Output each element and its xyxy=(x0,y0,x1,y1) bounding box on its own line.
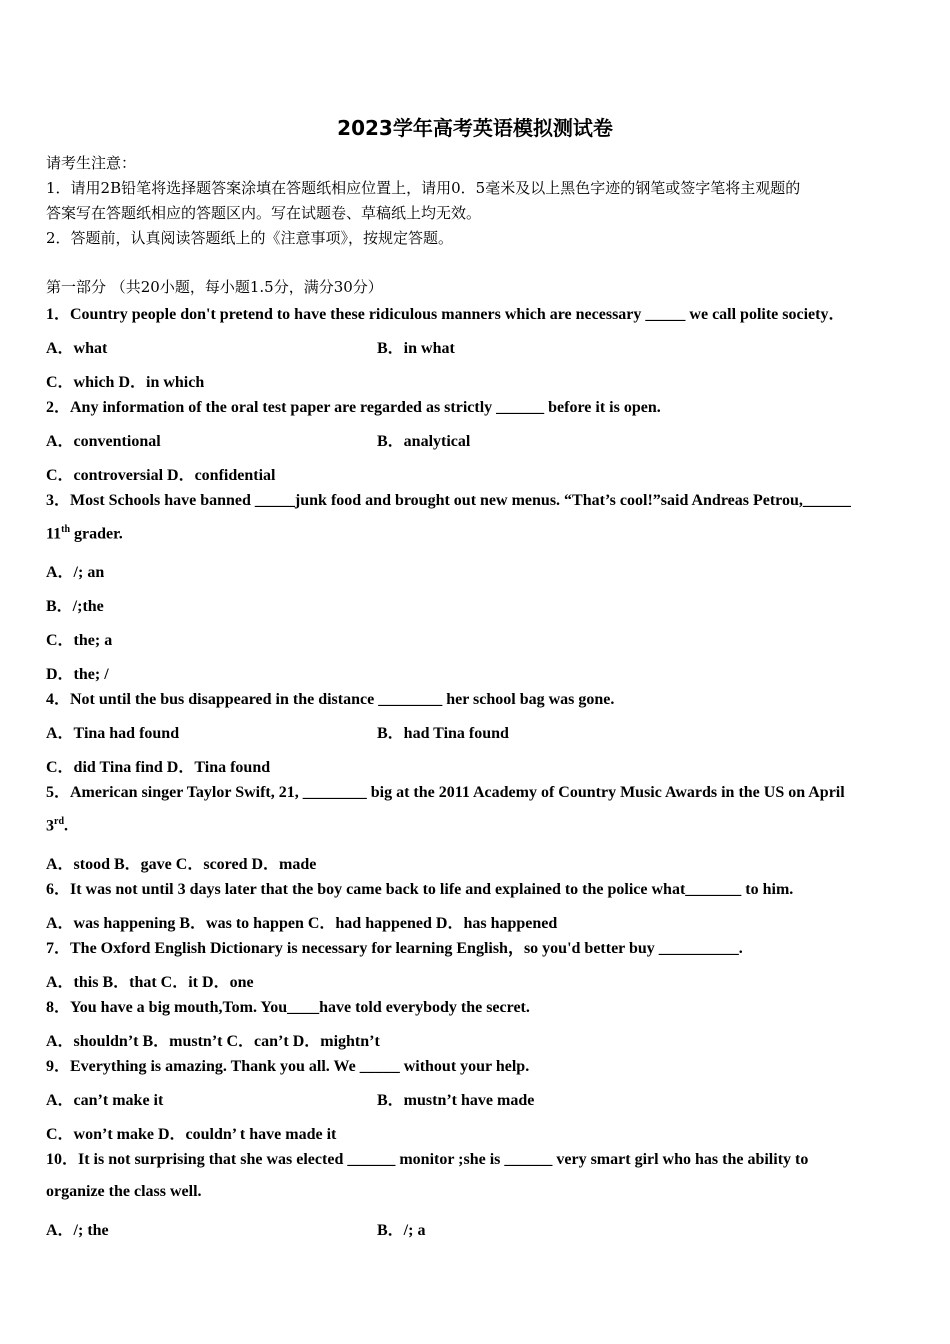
question-3-stem-continued: 11th grader. xyxy=(46,524,123,543)
question-1-option-b: B．in what xyxy=(377,340,455,357)
question-2-stem: 2．Any information of the oral test paper are regarded as strictly ______ before it is open. xyxy=(46,399,661,416)
question-10-option-b: B．/; a xyxy=(377,1222,426,1239)
question-10-stem: 10．It is not surprising that she was elected ______ monitor ;she is ______ very smart girl who has the ability to xyxy=(46,1151,809,1168)
question-7-options: A．this B．that C．it D．one xyxy=(46,974,254,991)
question-10-option-a: A．/; the xyxy=(46,1222,109,1239)
question-9-stem: 9．Everything is amazing. Thank you all. We _____ without your help. xyxy=(46,1058,530,1075)
question-4-option-a: A．Tina had found xyxy=(46,725,180,742)
notice-line-1: 1．请用2B铅笔将选择题答案涂填在答题纸相应位置上，请用0．5毫米及以上黑色字迹的钢笔或签字笔将主观题的 xyxy=(46,179,801,197)
question-3-stem: 3．Most Schools have banned _____junk food and brought out new menus. “That’s cool!”said Andreas Petrou,______ xyxy=(46,492,851,509)
question-5-stem-continued: 3rd. xyxy=(46,816,68,835)
question-5-options: A．stood B．gave C．scored D．made xyxy=(46,856,317,873)
question-4-options-cd: C．did Tina find D．Tina found xyxy=(46,759,271,776)
question-3-option-c: C．the; a xyxy=(46,632,113,649)
question-3-option-b: B．/;the xyxy=(46,598,104,615)
question-8-options: A．shouldn’t B．mustn’t C．can’t D．mightn’t xyxy=(46,1033,380,1050)
question-8-stem: 8．You have a big mouth,Tom. You____have told everybody the secret. xyxy=(46,999,530,1016)
question-4-option-b: B．had Tina found xyxy=(377,725,509,742)
section-heading: 第一部分 （共20小题，每小题1.5分，满分30分） xyxy=(46,278,383,296)
question-6-stem: 6．It was not until 3 days later that the boy came back to life and explained to the police what_______ to him. xyxy=(46,881,794,898)
question-9-option-a: A．can’t make it xyxy=(46,1092,164,1109)
question-9-options-cd: C．won’t make D．couldn’ t have made it xyxy=(46,1126,337,1143)
notice-line-2: 答案写在答题纸相应的答题区内。写在试题卷、草稿纸上均无效。 xyxy=(46,204,482,222)
question-2-options-cd: C．controversial D．confidential xyxy=(46,467,276,484)
question-6-options: A．was happening B．was to happen C．had happened D．has happened xyxy=(46,915,558,932)
question-1-option-a: A．what xyxy=(46,340,108,357)
notice-heading: 请考生注意： xyxy=(46,154,137,172)
question-5-stem: 5．American singer Taylor Swift, 21, ________ big at the 2011 Academy of Country Music Awards in the US on April xyxy=(46,784,845,801)
question-3-option-d: D．the; / xyxy=(46,666,109,683)
question-3-option-a: A．/; an xyxy=(46,564,105,581)
question-2-option-b: B．analytical xyxy=(377,433,471,450)
question-1-options-cd: C．which D．in which xyxy=(46,374,205,391)
question-1-stem: 1．Country people don't pretend to have these ridiculous manners which are necessary _____ we call polite society． xyxy=(46,306,845,323)
page-title: 2023学年高考英语模拟测试卷 xyxy=(337,116,613,140)
question-10-stem-continued: organize the class well. xyxy=(46,1183,202,1200)
question-4-stem: 4．Not until the bus disappeared in the distance ________ her school bag was gone. xyxy=(46,691,615,708)
notice-line-3: 2．答题前，认真阅读答题纸上的《注意事项》，按规定答题。 xyxy=(46,229,454,247)
question-2-option-a: A．conventional xyxy=(46,433,161,450)
question-9-option-b: B．mustn’t have made xyxy=(377,1092,535,1109)
question-7-stem: 7．The Oxford English Dictionary is necessary for learning English，so you'd better buy __________. xyxy=(46,940,743,957)
